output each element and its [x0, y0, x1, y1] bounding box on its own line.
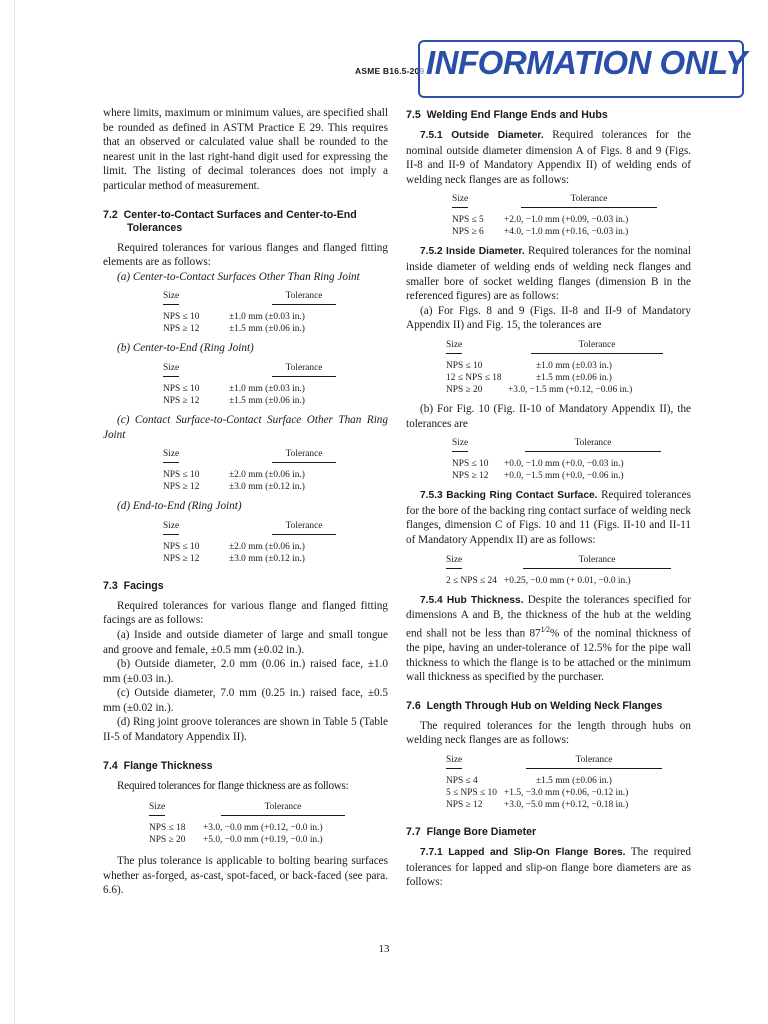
tolerance-cell: ±1.0 mm (±0.03 in.) — [229, 312, 305, 323]
tolerance-cell: +0.25, −0.0 mm (+ 0.01, −0.0 in.) — [504, 575, 631, 586]
table-header-size: Size — [149, 801, 165, 816]
section-number: 7.5 — [406, 109, 421, 121]
subsection-heading: 7.5.1 Outside Diameter. — [420, 130, 544, 141]
section-7-7-1 — [406, 845, 691, 890]
table-header-tolerance: Tolerance — [272, 290, 337, 305]
left-column — [103, 106, 388, 898]
size-cell: NPS ≥ 12 — [163, 553, 200, 564]
size-cell: 2 ≤ NPS ≤ 24 — [446, 575, 497, 586]
section-7-4-paragraph: Required tolerances for flange thickness are as follows: — [117, 779, 349, 792]
tolerance-cell: ±3.0 mm (±0.12 in.) — [229, 553, 305, 564]
tolerance-table-7-2-a — [163, 290, 379, 335]
table-row — [163, 323, 379, 335]
tolerance-cell: ±1.0 mm (±0.03 in.) — [229, 383, 305, 394]
standard-header — [355, 66, 424, 76]
tolerance-cell: +0.0, −1.0 mm (+0.0, −0.03 in.) — [504, 459, 624, 470]
table-row — [163, 537, 379, 553]
subsection-text: The required tolerances for lapped and slip-on flange bore diameters are as follows: — [406, 845, 691, 889]
table-header-tolerance: Tolerance — [525, 437, 662, 452]
tolerance-table-7-2-b — [163, 362, 379, 407]
table-header-tolerance: Tolerance — [272, 520, 337, 535]
size-cell: NPS ≤ 10 — [446, 360, 483, 371]
table-row — [452, 470, 682, 482]
section-7-7-heading — [406, 826, 691, 839]
tolerance-cell: +3.0, −0.0 mm (+0.12, −0.0 in.) — [203, 823, 323, 834]
table-row — [163, 553, 379, 565]
tolerance-table-7-2-c — [163, 448, 379, 493]
section-7-4-heading — [103, 760, 388, 773]
subsection-heading: 7.5.3 Backing Ring Contact Surface. — [420, 490, 598, 502]
table-header-tolerance: Tolerance — [521, 193, 658, 208]
table-row — [446, 356, 686, 372]
size-cell: NPS ≤ 18 — [149, 823, 186, 834]
table-header-tolerance: Tolerance — [526, 754, 663, 769]
size-cell: NPS ≥ 12 — [452, 471, 489, 482]
table-row — [163, 307, 379, 323]
table-header-tolerance: Tolerance — [531, 339, 664, 354]
page-number: 13 — [378, 943, 390, 955]
size-cell: NPS ≥ 12 — [446, 799, 483, 810]
size-cell: NPS ≤ 10 — [163, 541, 200, 552]
size-cell: NPS ≥ 6 — [452, 227, 484, 238]
section-number: 7.7 — [406, 825, 421, 838]
table-row — [452, 226, 674, 238]
section-7-5-2 — [406, 244, 691, 303]
fraction-half: 1⁄2 — [540, 624, 550, 634]
table-header-size: Size — [163, 448, 179, 463]
item-7-5-2-b: (b) For Fig. 10 (Fig. II-10 of Mandatory Appendix II), the tolerances are — [406, 402, 691, 430]
section-7-3-heading — [103, 580, 388, 593]
item-7-2-d: (d) End-to-End (Ring Joint) — [117, 500, 242, 513]
subsection-heading: 7.5.4 Hub Thickness. — [420, 594, 524, 606]
subsection-heading: 7.7.1 Lapped and Slip-On Flange Bores. — [420, 846, 626, 858]
section-title: Facings — [123, 579, 164, 592]
table-row — [446, 799, 684, 811]
table-row — [163, 379, 379, 395]
item-7-3-c: (c) Outside diameter, 7.0 mm (0.25 in.) raised face, ±0.5 mm (±0.02 in.). — [103, 687, 388, 714]
item-7-3-b: (b) Outside diameter, 2.0 mm (0.06 in.) raised face, ±1.0 mm (±0.03 in.). — [103, 658, 388, 685]
section-title-cont: Tolerances — [127, 221, 183, 234]
tolerance-table-7-5-2-b — [452, 437, 682, 482]
table-row — [163, 395, 379, 407]
tolerance-cell: ±1.5 mm (±0.06 in.) — [229, 324, 305, 335]
table-row — [446, 372, 686, 384]
table-row — [149, 818, 363, 834]
size-cell: NPS ≥ 12 — [163, 324, 200, 335]
table-header-size: Size — [446, 554, 462, 569]
section-title: Flange Bore Diameter — [426, 825, 537, 838]
item-7-5-2-a: (a) For Figs. 8 and 9 (Figs. II-8 and II-9 of Mandatory Appendix II) and Fig. 15, the tolerances are — [406, 304, 691, 332]
table-header-tolerance: Tolerance — [523, 554, 672, 569]
table-row — [163, 465, 379, 481]
section-7-2-paragraph: Required tolerances for various flanges and flanged fitting elements are as follows: — [103, 241, 388, 269]
section-title: Length Through Hub on Welding Neck Flanges — [426, 699, 663, 712]
tolerance-cell: +3.0, −1.5 mm (+0.12, −0.06 in.) — [508, 384, 633, 395]
table-row — [149, 834, 363, 846]
size-cell: NPS ≤ 10 — [163, 383, 200, 394]
size-cell: NPS ≤ 4 — [446, 775, 478, 786]
section-number: 7.2 — [103, 208, 118, 221]
section-7-5-4 — [406, 593, 691, 685]
subsection-text-cont: % of the nominal thickness of the pipe, having an under-tolerance of 12.5% for the pipe wall thickness to which the flange is to be attached or the minimum wall thickness as specified by the purchaser. — [406, 627, 691, 684]
tolerance-cell: ±1.5 mm (±0.06 in.) — [229, 395, 305, 406]
item-7-2-c: (c) Contact Surface-to-Contact Surface Other Than Ring Joint — [103, 413, 388, 441]
tolerance-table-7-5-3 — [446, 554, 690, 587]
size-cell: NPS ≥ 12 — [163, 395, 200, 406]
tolerance-cell: ±1.0 mm (±0.03 in.) — [536, 360, 612, 371]
tolerance-cell: +3.0, −5.0 mm (+0.12, −0.18 in.) — [504, 799, 629, 810]
table-header-tolerance: Tolerance — [272, 448, 337, 463]
section-title: Flange Thickness — [123, 759, 213, 772]
section-7-5-1 — [406, 128, 691, 187]
section-7-6-paragraph: The required tolerances for the length through hubs on welding neck flanges are as follows: — [406, 719, 691, 747]
table-header-size: Size — [446, 754, 462, 769]
tolerance-cell: ±3.0 mm (±0.12 in.) — [229, 482, 305, 493]
item-7-3-d: (d) Ring joint groove tolerances are shown in Table 5 (Table II-5 of Mandatory Appendix II). — [103, 716, 388, 744]
tolerance-cell: ±1.5 mm (±0.06 in.) — [536, 372, 612, 383]
size-cell: NPS ≥ 20 — [149, 835, 186, 846]
intro-paragraph: where limits, maximum or minimum values, are specified shall be rounded as defined in ASTM Practice E 29. This requires that an observed or calculated value shall be rounded to the nearest unit in the last right-hand digit used for expressing the limit. The listing of decimal tolerances does not imply a particular method of measurement. — [103, 107, 388, 192]
table-row — [452, 210, 674, 226]
section-title: Welding End Flange Ends and Hubs — [426, 109, 608, 121]
tolerance-table-7-2-d — [163, 520, 379, 565]
table-header-size: Size — [163, 362, 179, 377]
section-title: Center-to-Contact Surfaces and Center-to-End — [123, 208, 357, 221]
section-7-6-heading — [406, 700, 691, 713]
tolerance-cell: +2.0, −1.0 mm (+0.09, −0.03 in.) — [504, 215, 629, 226]
size-cell: 12 ≤ NPS ≤ 18 — [446, 372, 502, 383]
tolerance-cell: +0.0, −1.5 mm (+0.0, −0.06 in.) — [504, 471, 624, 482]
subsection-text: Required tolerances for the bore of the backing ring contact surface of welding neck flanges, dimension C of Figs. 10 and 11 (Figs. II-10 and II-11 of Mandatory Appendix II) are as follows: — [406, 489, 691, 546]
tolerance-cell: ±2.0 mm (±0.06 in.) — [229, 541, 305, 552]
size-cell: NPS ≤ 10 — [163, 470, 200, 481]
tolerance-cell: +4.0, −1.0 mm (+0.16, −0.03 in.) — [504, 227, 629, 238]
size-cell: NPS ≥ 20 — [446, 384, 483, 395]
tolerance-table-7-5-2-a — [446, 339, 686, 396]
tolerance-table-7-5-1 — [452, 193, 674, 238]
item-7-2-b: (b) Center-to-End (Ring Joint) — [117, 342, 254, 355]
size-cell: NPS ≤ 5 — [452, 215, 484, 226]
section-7-5-3 — [406, 488, 691, 547]
subsection-heading: 7.5.2 Inside Diameter. — [420, 246, 525, 258]
standard-name: ASME B16.5-20 — [355, 66, 420, 76]
scan-edge-line — [14, 0, 15, 1024]
tolerance-table-7-6 — [446, 754, 684, 811]
section-7-4-paragraph-2: The plus tolerance is applicable to bolting bearing surfaces whether as-forged, as-cast, spot-faced, or back-faced (see para. 6.6). — [103, 855, 388, 897]
information-only-stamp: INFORMATION ONLY — [426, 44, 747, 81]
table-row — [452, 454, 682, 470]
item-7-2-a: (a) Center-to-Contact Surfaces Other Than Ring Joint — [117, 270, 360, 283]
table-row — [446, 571, 690, 587]
size-cell: NPS ≤ 10 — [452, 459, 489, 470]
size-cell: NPS ≥ 12 — [163, 482, 200, 493]
section-7-2-heading — [103, 209, 388, 235]
item-7-3-a: (a) Inside and outside diameter of large and small tongue and groove and female, ±0.5 mm (±0.02 in.). — [103, 628, 388, 656]
table-row — [163, 481, 379, 493]
table-header-tolerance: Tolerance — [272, 362, 337, 377]
section-number: 7.6 — [406, 699, 421, 712]
size-cell: 5 ≤ NPS ≤ 10 — [446, 787, 497, 798]
table-row — [446, 771, 684, 787]
subsection-text: Required tolerances for the nominal inside diameter of welding ends of welding neck flanges and smaller bore of socket welding flanges (dimension B in the referenced figures) are as follows: — [406, 245, 691, 303]
table-header-size: Size — [452, 437, 468, 452]
subsection-text: Despite the tolerances specified for dimensions A and B, the thickness of the hub at the welding end shall not be less than 87 — [406, 593, 691, 640]
section-number: 7.3 — [103, 579, 118, 592]
table-header-size: Size — [163, 290, 179, 305]
table-header-tolerance: Tolerance — [221, 801, 346, 816]
table-row — [446, 787, 684, 799]
subsection-text: Required tolerances for the nominal outside diameter dimension A of Figs. 8 and 9 (Figs. II-8 and II-9 of Mandatory Appendix II) of welding ends of welding neck flanges are as follows: — [406, 129, 691, 186]
tolerance-cell: +1.5, −3.0 mm (+0.06, −0.12 in.) — [504, 787, 629, 798]
section-7-5-heading — [406, 109, 691, 122]
table-row — [446, 384, 686, 396]
right-column — [406, 106, 691, 890]
tolerance-cell: ±1.5 mm (±0.06 in.) — [536, 775, 612, 786]
tolerance-cell: +5.0, −0.0 mm (+0.19, −0.0 in.) — [203, 835, 323, 846]
section-number: 7.4 — [103, 759, 118, 772]
section-7-3-paragraph: Required tolerances for various flange and flanged fitting facings are as follows: — [103, 599, 388, 627]
table-header-size: Size — [163, 520, 179, 535]
standard-year-suffix: 9 — [419, 66, 425, 76]
tolerance-table-7-4 — [149, 801, 363, 846]
table-header-size: Size — [446, 339, 462, 354]
size-cell: NPS ≤ 10 — [163, 312, 200, 323]
table-header-size: Size — [452, 193, 468, 208]
tolerance-cell: ±2.0 mm (±0.06 in.) — [229, 470, 305, 481]
